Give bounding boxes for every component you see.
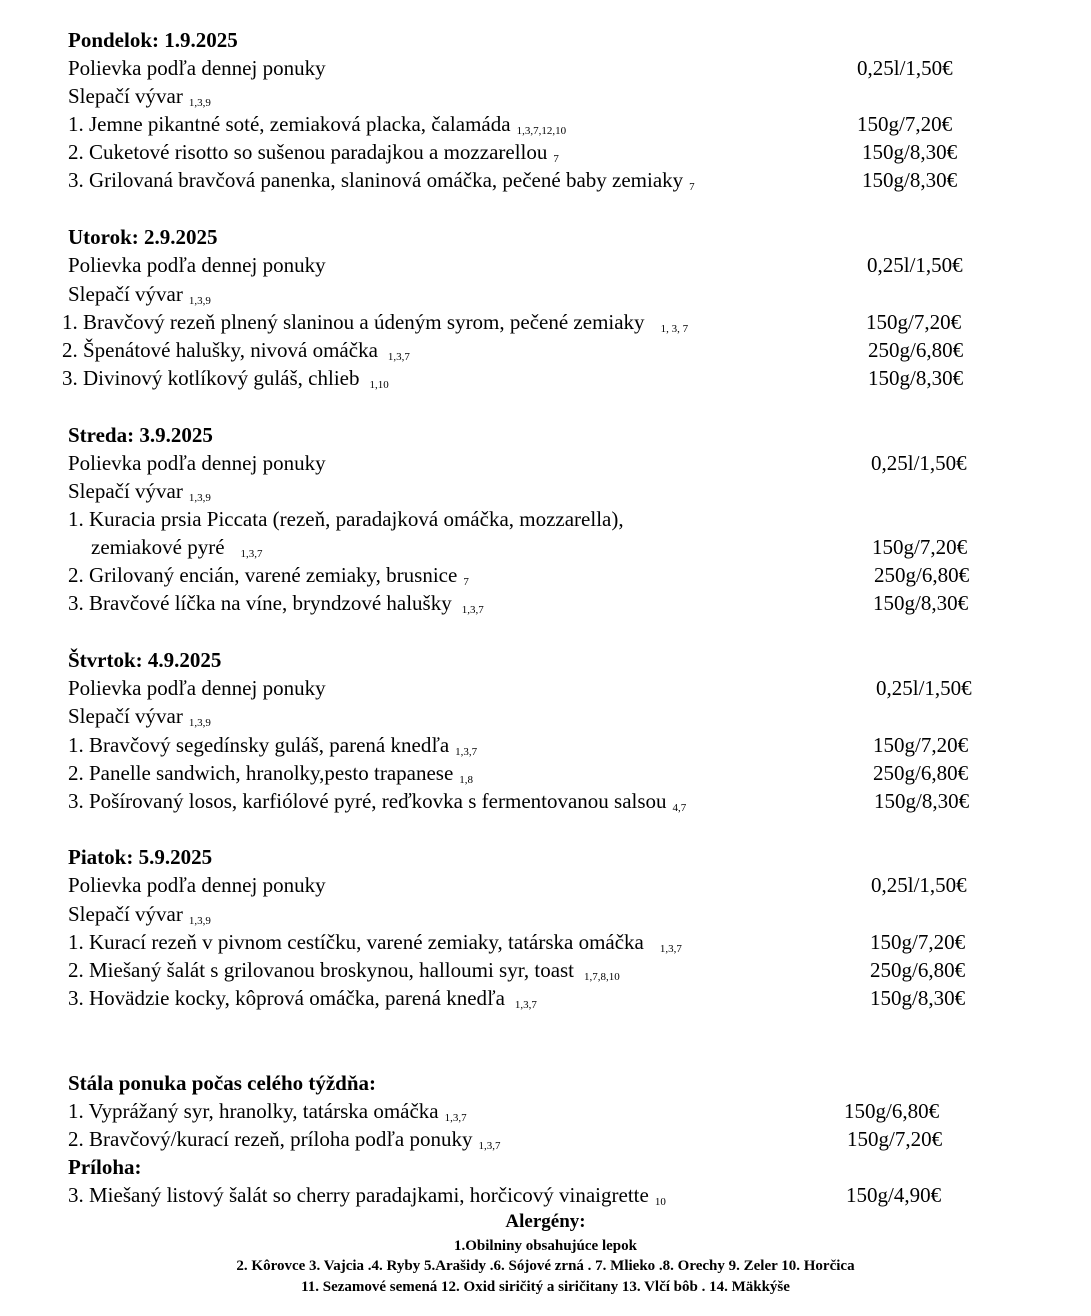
dish-item <box>68 928 682 956</box>
allergen-codes: 10 <box>654 1196 666 1208</box>
day-title-tuesday: Utorok: 2.9.2025 <box>68 225 218 249</box>
soup-label: Polievka podľa dennej ponuky <box>68 253 326 277</box>
dish-item <box>68 138 559 166</box>
allergen-codes: 1,3,7 <box>461 604 484 616</box>
day-title-wednesday: Streda: 3.9.2025 <box>68 423 213 447</box>
soup-price: 0,25l/1,50€ <box>867 253 963 277</box>
allergen-codes: 1,3,7 <box>240 548 263 560</box>
dish-price: 150g/8,30€ <box>873 591 969 615</box>
allergen-codes: 1,3,7 <box>387 351 410 363</box>
dish-label: 3. Divinový kotlíkový guláš, chlieb <box>62 366 360 390</box>
dish-item <box>68 110 566 138</box>
allergens-line: 11. Sezamové semená 12. Oxid siričitý a siričitany 13. Vlčí bôb . 14. Mäkkýše <box>301 1279 790 1295</box>
dish-price: 150g/7,20€ <box>873 733 969 757</box>
dish-label: 2. Cuketové risotto so sušenou paradajkou a mozzarellou <box>68 140 548 164</box>
allergens-line: 1.Obilniny obsahujúce lepok <box>454 1238 637 1254</box>
dish-price: 250g/6,80€ <box>874 563 970 587</box>
dish-item <box>62 364 389 392</box>
allergen-codes: 1,3,7,12,10 <box>516 125 567 137</box>
dish-label: 2. Grilovaný encián, varené zemiaky, brusnice <box>68 563 458 587</box>
dish-item <box>68 956 620 984</box>
dish-item <box>68 731 477 759</box>
allergen-codes: 1,3,7 <box>514 999 537 1011</box>
dish-item <box>62 336 410 364</box>
day-title-friday: Piatok: 5.9.2025 <box>68 845 213 869</box>
soup-label: Polievka podľa dennej ponuky <box>68 56 326 80</box>
dish-item <box>68 787 686 815</box>
dish-item <box>68 166 695 194</box>
broth-item <box>68 280 211 308</box>
dish-label: 2. Bravčový/kurací rezeň, príloha podľa ponuky <box>68 1127 473 1151</box>
dish-label: 3. Bravčové líčka na víne, bryndzové halušky <box>68 591 452 615</box>
dish-item <box>68 759 473 787</box>
soup-price: 0,25l/1,50€ <box>857 56 953 80</box>
dish-label-continued: zemiakové pyré <box>91 535 225 559</box>
dish-price: 250g/6,80€ <box>873 761 969 785</box>
broth-label: Slepačí vývar <box>68 479 183 503</box>
dish-label: 3. Pošírovaný losos, karfiólové pyré, reďkovka s fermentovanou salsou <box>68 789 667 813</box>
allergens-title: Alergény: <box>505 1211 586 1232</box>
soup-price: 0,25l/1,50€ <box>871 873 967 897</box>
allergen-codes: 1,10 <box>369 379 389 391</box>
broth-label: Slepačí vývar <box>68 282 183 306</box>
dish-label: 2. Miešaný šalát s grilovanou broskynou, halloumi syr, toast <box>68 958 575 982</box>
dish-label: 1. Kuracia prsia Piccata (rezeň, paradajková omáčka, mozzarella), <box>68 507 624 531</box>
dish-price: 150g/7,20€ <box>847 1127 943 1151</box>
dish-label: 3. Grilovaná bravčová panenka, slaninová omáčka, pečené baby zemiaky <box>68 168 684 192</box>
allergen-codes: 7 <box>463 576 469 588</box>
allergen-codes: 1,3,9 <box>188 97 211 109</box>
dish-price: 150g/4,90€ <box>846 1183 942 1207</box>
dish-label: 1. Jemne pikantné soté, zemiaková placka, čalamáda <box>68 112 511 136</box>
allergen-codes: 1,3,9 <box>188 492 211 504</box>
dish-label: 1. Vyprážaný syr, hranolky, tatárska omáčka <box>68 1099 439 1123</box>
dish-price: 150g/7,20€ <box>872 535 968 559</box>
permanent-item <box>68 1097 467 1125</box>
dish-label: 1. Bravčový rezeň plnený slaninou a údeným syrom, pečené zemiaky <box>62 310 645 334</box>
allergens-line: 2. Kôrovce 3. Vajcia .4. Ryby 5.Arašidy .6. Sójové zrná . 7. Mlieko .8. Orechy 9. Zeler 10. Horčica <box>236 1258 855 1274</box>
dish-label: 1. Bravčový segedínsky guláš, parená knedľa <box>68 733 450 757</box>
broth-item <box>68 82 211 110</box>
broth-label: Slepačí vývar <box>68 84 183 108</box>
allergen-codes: 1,8 <box>459 774 474 786</box>
side-dish-item <box>68 1181 666 1209</box>
dish-price: 150g/7,20€ <box>866 310 962 334</box>
dish-price: 150g/7,20€ <box>870 930 966 954</box>
dish-item <box>68 561 469 589</box>
dish-item <box>68 984 537 1012</box>
allergen-codes: 1,3,7 <box>659 943 682 955</box>
broth-label: Slepačí vývar <box>68 902 183 926</box>
allergen-codes: 1,3,7 <box>444 1112 467 1124</box>
day-title-thursday: Štvrtok: 4.9.2025 <box>68 648 222 672</box>
side-dish-title: Príloha: <box>68 1155 142 1179</box>
soup-label: Polievka podľa dennej ponuky <box>68 676 326 700</box>
allergen-codes: 1,3,9 <box>188 717 211 729</box>
permanent-item <box>68 1125 501 1153</box>
allergen-codes: 4,7 <box>672 802 687 814</box>
soup-price: 0,25l/1,50€ <box>876 676 972 700</box>
dish-label: 3. Hovädzie kocky, kôprová omáčka, parená knedľa <box>68 986 505 1010</box>
soup-price: 0,25l/1,50€ <box>871 451 967 475</box>
allergen-codes: 1,3,9 <box>188 295 211 307</box>
broth-item <box>68 702 211 730</box>
dish-price: 150g/6,80€ <box>844 1099 940 1123</box>
allergen-codes: 1,7,8,10 <box>584 971 620 983</box>
allergen-codes: 7 <box>553 153 559 165</box>
dish-price: 250g/6,80€ <box>868 338 964 362</box>
soup-label: Polievka podľa dennej ponuky <box>68 873 326 897</box>
soup-label: Polievka podľa dennej ponuky <box>68 451 326 475</box>
allergen-codes: 7 <box>689 181 695 193</box>
dish-item <box>91 533 263 561</box>
dish-price: 150g/8,30€ <box>862 140 958 164</box>
dish-price: 150g/8,30€ <box>874 789 970 813</box>
allergen-codes: 1, 3, 7 <box>660 323 689 335</box>
broth-label: Slepačí vývar <box>68 704 183 728</box>
dish-price: 250g/6,80€ <box>870 958 966 982</box>
dish-label: 1. Kurací rezeň v pivnom cestíčku, varené zemiaky, tatárska omáčka <box>68 930 644 954</box>
dish-label: 2. Špenátové halušky, nivová omáčka <box>62 338 378 362</box>
dish-price: 150g/7,20€ <box>857 112 953 136</box>
dish-label: 2. Panelle sandwich, hranolky,pesto trapanese <box>68 761 454 785</box>
allergen-codes: 1,3,9 <box>188 915 211 927</box>
allergen-codes: 1,3,7 <box>455 746 478 758</box>
dish-price: 150g/8,30€ <box>870 986 966 1010</box>
broth-item <box>68 900 211 928</box>
dish-price: 150g/8,30€ <box>862 168 958 192</box>
dish-item <box>62 308 688 336</box>
dish-label: 3. Miešaný listový šalát so cherry paradajkami, horčicový vinaigrette <box>68 1183 649 1207</box>
dish-price: 150g/8,30€ <box>868 366 964 390</box>
allergen-codes: 1,3,7 <box>478 1140 501 1152</box>
permanent-menu-title: Stála ponuka počas celého týždňa: <box>68 1071 377 1095</box>
broth-item <box>68 477 211 505</box>
day-title-monday: Pondelok: 1.9.2025 <box>68 28 238 52</box>
dish-item <box>68 589 484 617</box>
